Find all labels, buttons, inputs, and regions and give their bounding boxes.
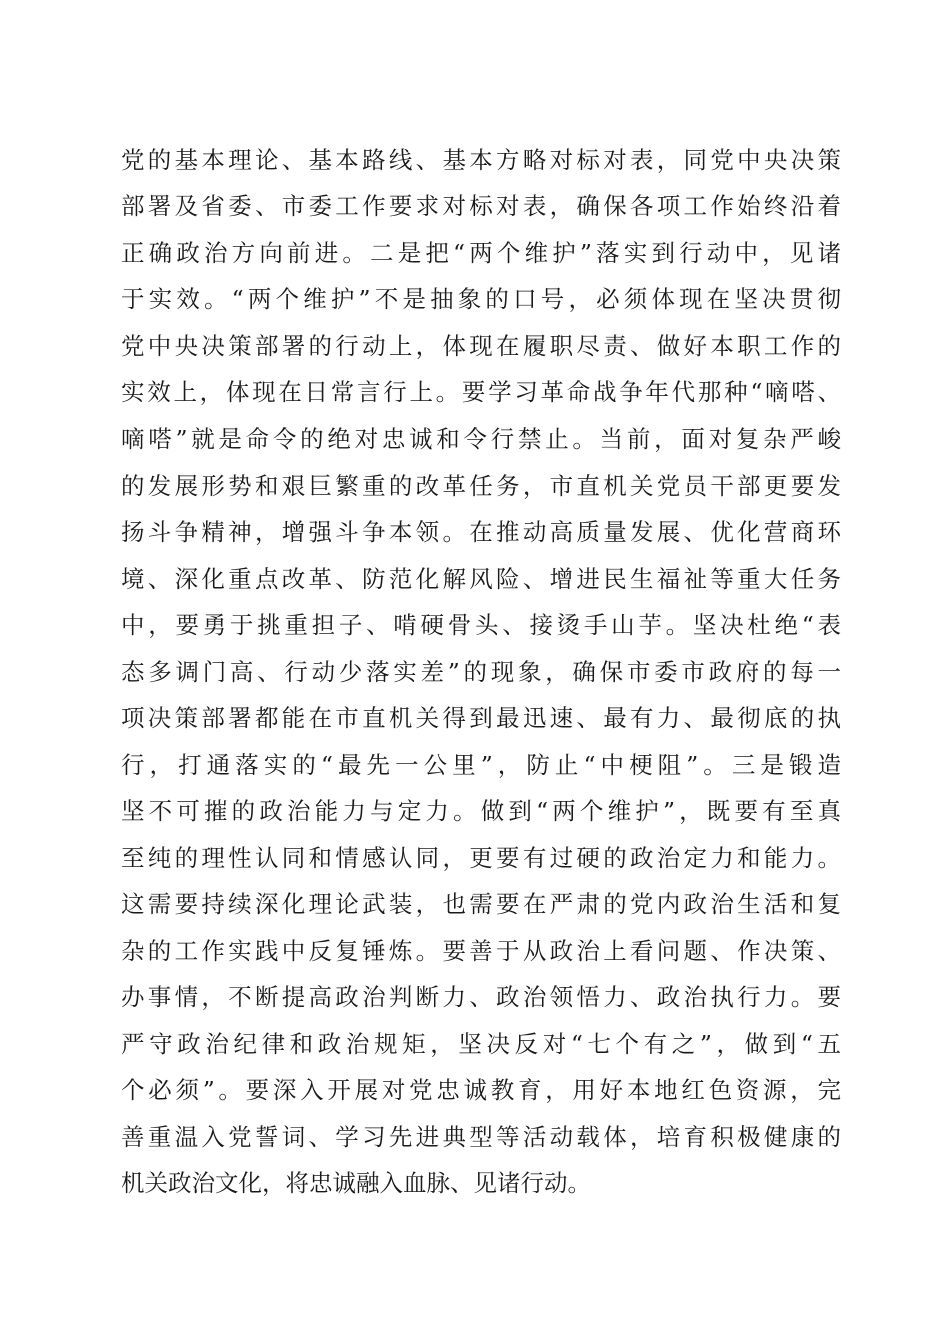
text-line: 行，打通落实的“最先一公里”，防止“中梗阻”。三是锻造	[121, 751, 841, 779]
text-line: 中，要勇于挑重担子、啃硬骨头、接烫手山芋。坚决杜绝“表	[121, 611, 841, 639]
text-line: 这需要持续深化理论武装，也需要在严肃的党内政治生活和复	[121, 890, 841, 918]
text-line: 态多调门高、行动少落实差”的现象，确保市委市政府的每一	[121, 658, 841, 686]
text-line: 个必须”。要深入开展对党忠诚教育，用好本地红色资源，完	[121, 1076, 841, 1104]
text-line: 于实效。“两个维护”不是抽象的口号，必须体现在坚决贯彻	[121, 285, 841, 313]
text-line: 项决策部署都能在市直机关得到最迅速、最有力、最彻底的执	[121, 704, 841, 732]
text-line: 党中央决策部署的行动上，体现在履职尽责、做好本职工作的	[121, 332, 841, 360]
text-line: 正确政治方向前进。二是把“两个维护”落实到行动中，见诸	[121, 239, 841, 267]
text-line: 扬斗争精神，增强斗争本领。在推动高质量发展、优化营商环	[121, 518, 841, 546]
text-line: 善重温入党誓词、学习先进典型等活动载体，培育积极健康的	[121, 1123, 841, 1151]
text-line: 党的基本理论、基本路线、基本方略对标对表，同党中央决策	[121, 146, 841, 174]
text-line: 境、深化重点改革、防范化解风险、增进民生福祉等重大任务	[121, 565, 841, 593]
text-line: 实效上，体现在日常言行上。要学习革命战争年代那种“嘀嗒、	[121, 378, 841, 406]
text-line: 至纯的理性认同和情感认同，更要有过硬的政治定力和能力。	[121, 844, 841, 872]
text-line: 的发展形势和艰巨繁重的改革任务，市直机关党员干部更要发	[121, 472, 841, 500]
text-line: 严守政治纪律和政治规矩，坚决反对“七个有之”，做到“五	[121, 1030, 841, 1058]
text-line: 办事情，不断提高政治判断力、政治领悟力、政治执行力。要	[121, 983, 841, 1011]
text-line: 机关政治文化，将忠诚融入血脉、见诸行动。	[121, 1169, 591, 1197]
text-line: 嘀嗒”就是命令的绝对忠诚和令行禁止。当前，面对复杂严峻	[121, 425, 841, 453]
text-line: 坚不可摧的政治能力与定力。做到“两个维护”，既要有至真	[121, 797, 841, 825]
text-line: 部署及省委、市委工作要求对标对表，确保各项工作始终沿着	[121, 192, 841, 220]
text-line: 杂的工作实践中反复锤炼。要善于从政治上看问题、作决策、	[121, 937, 841, 965]
